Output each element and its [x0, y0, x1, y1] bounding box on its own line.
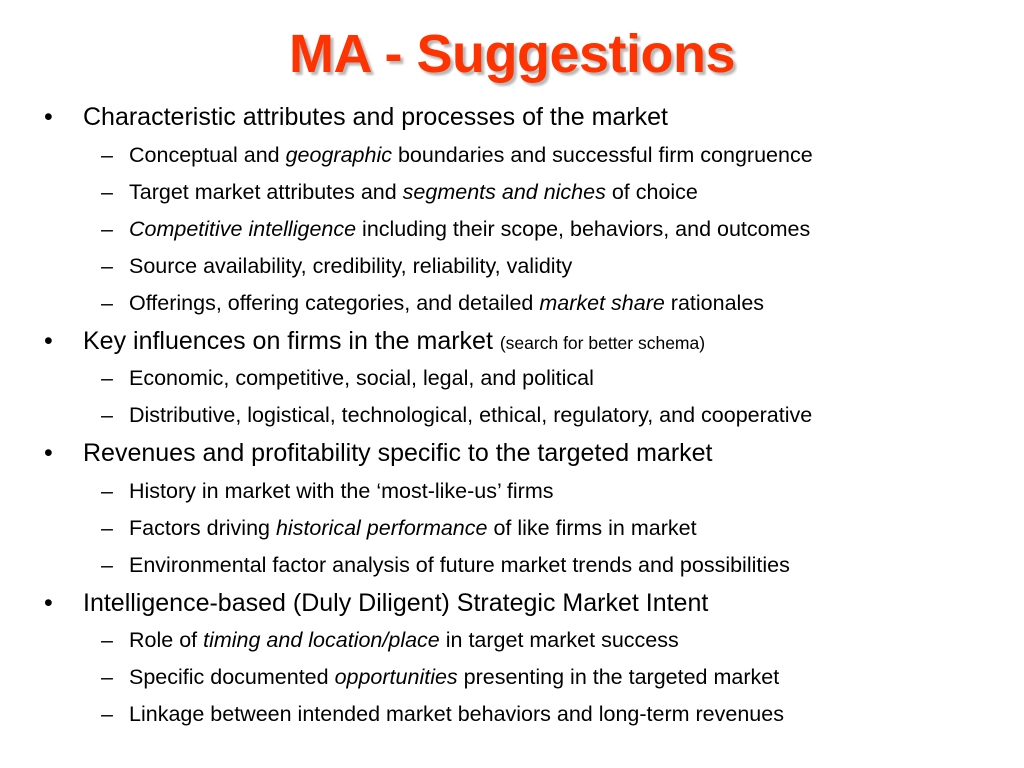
bullet-text: [83, 434, 713, 473]
bullet-marker: •: [44, 103, 53, 131]
bullet-text: [83, 98, 668, 137]
dash-marker: –: [101, 179, 113, 204]
sub-bullet-text-run: of choice: [605, 179, 698, 204]
sub-bullet-text: [129, 174, 698, 211]
sub-bullet-text-run: in target market success: [439, 628, 679, 652]
sub-bullet-text: [129, 696, 784, 733]
sub-bullet-text: [129, 360, 594, 397]
dash-marker: –: [101, 290, 113, 315]
dash-marker: –: [101, 665, 113, 689]
sub-bullet-item: [0, 174, 1024, 211]
sub-bullet-text: [129, 248, 572, 285]
bullet-text: [83, 322, 705, 363]
bullet-text-run: Characteristic attributes and processes of the market: [83, 103, 668, 131]
top-level-bullet-item: [0, 322, 1024, 361]
bullet-marker: •: [44, 588, 53, 617]
sub-bullet-text-run: Role of: [129, 628, 204, 652]
emphasized-text: timing and location/place: [203, 628, 440, 652]
dash-marker: –: [101, 628, 113, 652]
sub-bullet-text: [129, 510, 697, 547]
sub-bullet-item: [0, 696, 1024, 733]
sub-bullet-text-run: Factors driving: [129, 515, 276, 540]
dash-marker: –: [101, 253, 113, 278]
bullet-note: (search for better schema): [499, 332, 706, 353]
bullet-text-run: Intelligence-based (Duly Diligent) Strategic Market Intent: [83, 588, 709, 617]
sub-bullet-text-run: rationales: [664, 290, 765, 315]
sub-bullet-text: [129, 285, 764, 322]
dash-marker: –: [101, 142, 113, 167]
sub-bullet-item: [0, 547, 1024, 584]
dash-marker: –: [101, 552, 113, 577]
sub-bullet-item: [0, 659, 1024, 696]
sub-bullet-item: [0, 285, 1024, 322]
sub-bullet-item: [0, 397, 1024, 434]
dash-marker: –: [101, 515, 113, 540]
emphasized-text: segments and niches: [402, 179, 606, 204]
emphasized-text: Competitive intelligence: [129, 216, 357, 241]
top-level-bullet-item: [0, 98, 1024, 137]
sub-bullet-text: [129, 473, 554, 510]
bullet-text-run: Key influences on firms in the market: [83, 326, 500, 355]
sub-bullet-text: [129, 211, 810, 248]
dash-marker: –: [101, 478, 113, 503]
bullet-outline: [0, 98, 1024, 733]
sub-bullet-text-run: Source availability, credibility, reliability, validity: [129, 253, 573, 278]
emphasized-text: opportunities: [334, 665, 458, 689]
sub-bullet-text-run: Specific documented: [129, 665, 335, 689]
top-level-bullet-item: [0, 584, 1024, 623]
sub-bullet-text-run: Distributive, logistical, technological, ethical, regulatory, and cooperative: [129, 403, 813, 427]
sub-bullet-text-run: Conceptual and: [129, 142, 286, 167]
bullet-text: [83, 584, 708, 623]
sub-bullet-text: [129, 659, 779, 696]
sub-bullet-text-run: Offerings, offering categories, and detailed: [129, 290, 540, 315]
sub-bullet-text: [129, 622, 679, 659]
sub-bullet-item: [0, 473, 1024, 510]
sub-bullet-text: [129, 137, 813, 174]
slide-title: MA - Suggestions: [289, 24, 735, 84]
sub-bullet-text-run: of like firms in market: [487, 515, 697, 540]
sub-bullet-text-run: Target market attributes and: [129, 179, 403, 204]
emphasized-text: historical performance: [275, 515, 488, 540]
bullet-text-run: Revenues and profitability specific to the targeted market: [83, 439, 713, 467]
sub-bullet-item: [0, 211, 1024, 248]
sub-bullet-item: [0, 137, 1024, 174]
sub-bullet-item: [0, 622, 1024, 659]
sub-bullet-text-run: boundaries and successful firm congruence: [391, 142, 813, 167]
dash-marker: –: [101, 403, 113, 427]
sub-bullet-text-run: Linkage between intended market behaviors and long-term revenues: [129, 702, 784, 726]
sub-bullet-text: [129, 547, 790, 584]
sub-bullet-text-run: presenting in the targeted market: [457, 665, 780, 689]
dash-marker: –: [101, 366, 113, 390]
sub-bullet-item: [0, 360, 1024, 397]
bullet-marker: •: [44, 326, 53, 355]
sub-bullet-text: [129, 397, 812, 434]
sub-bullet-text-run: Environmental factor analysis of future market trends and possibilities: [129, 552, 790, 577]
emphasized-text: market share: [539, 290, 665, 315]
sub-bullet-item: [0, 510, 1024, 547]
bullet-marker: •: [44, 439, 53, 467]
emphasized-text: geographic: [285, 142, 392, 167]
sub-bullet-text-run: History in market with the ‘most-like-us’ firms: [129, 478, 554, 503]
sub-bullet-text-run: including their scope, behaviors, and outcomes: [356, 216, 811, 241]
dash-marker: –: [101, 702, 113, 726]
top-level-bullet-item: [0, 434, 1024, 473]
dash-marker: –: [101, 216, 113, 241]
sub-bullet-item: [0, 248, 1024, 285]
sub-bullet-text-run: Economic, competitive, social, legal, and political: [129, 366, 594, 390]
